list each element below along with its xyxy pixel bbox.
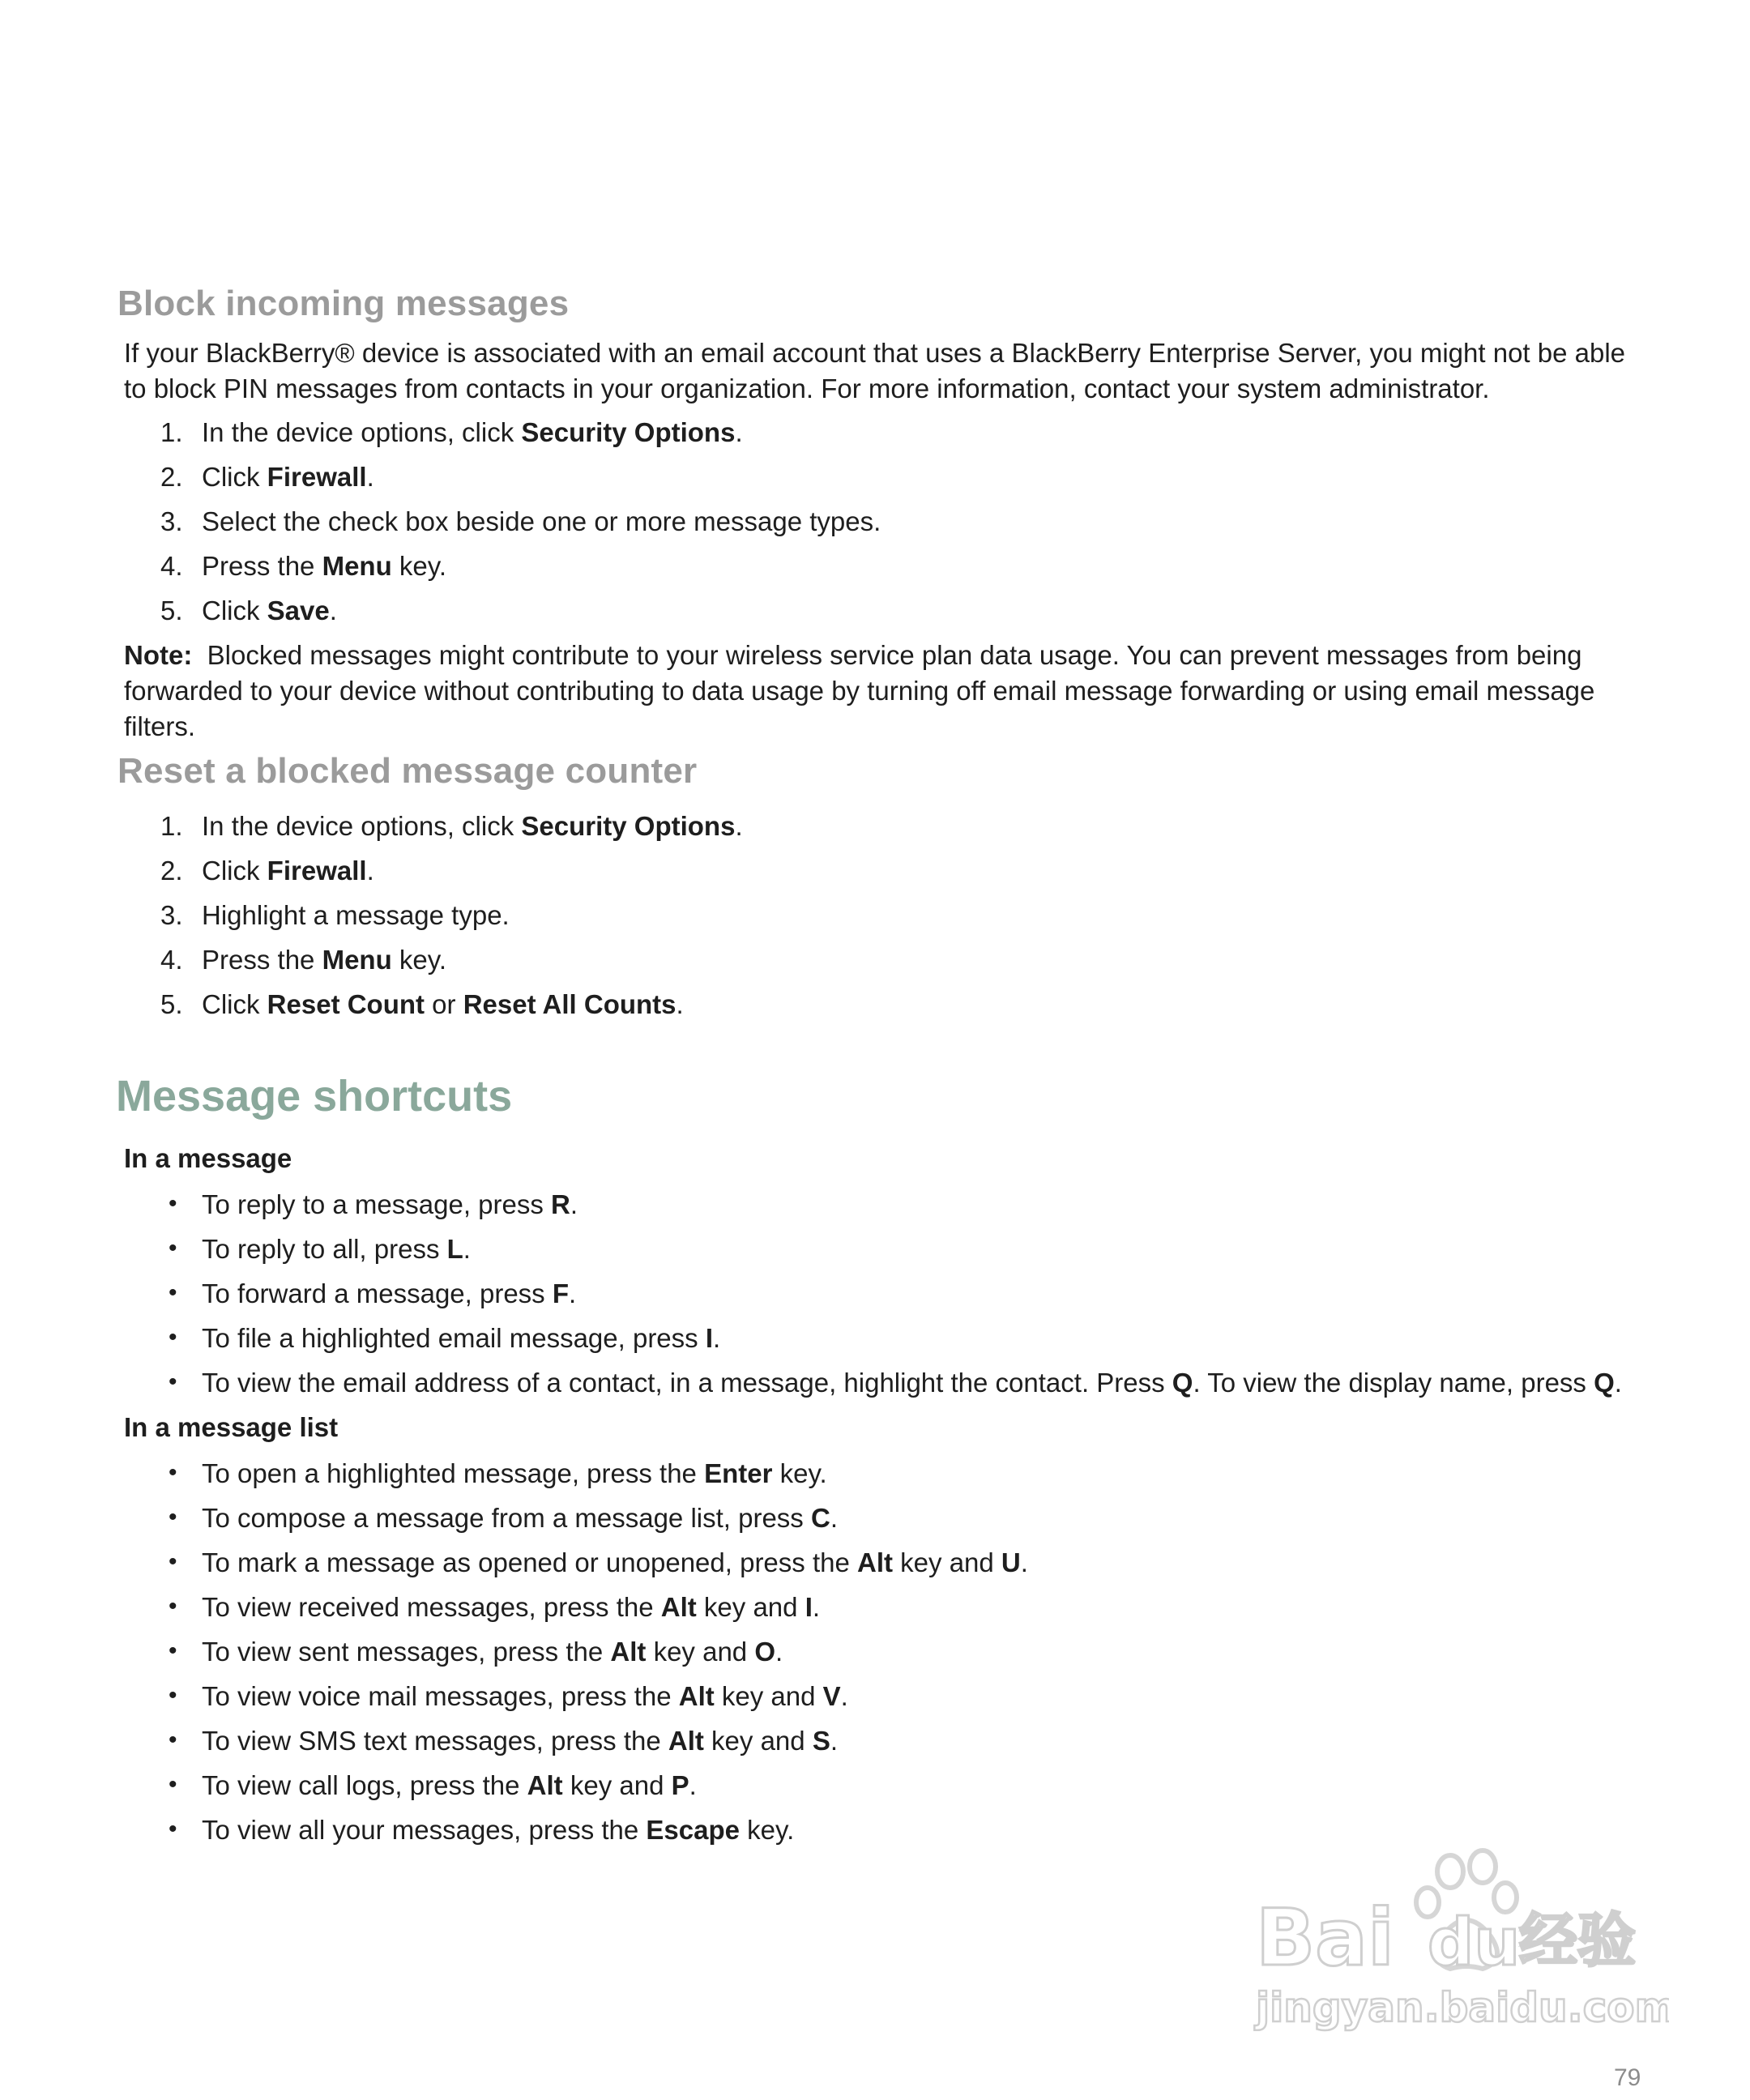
bullet-icon: •: [169, 1637, 177, 1664]
step-text: Highlight a message type.: [202, 900, 510, 930]
shortcut-text: To view all your messages, press the Escape key.: [202, 1815, 795, 1845]
step-text: Click Firewall.: [202, 856, 374, 886]
bullet-icon: •: [169, 1727, 177, 1753]
bullet-icon: •: [169, 1548, 177, 1575]
subheading-in-a-message-list: In a message list: [124, 1412, 339, 1442]
shortcut-text: To reply to a message, press R.: [202, 1189, 578, 1219]
shortcut-text: To forward a message, press F.: [202, 1278, 577, 1308]
shortcut-text: To view sent messages, press the Alt key and O.: [202, 1637, 783, 1667]
bullet-icon: •: [169, 1459, 177, 1486]
step-number: 3.: [160, 900, 183, 930]
step-text: Click Reset Count or Reset All Counts.: [202, 989, 684, 1019]
section-title-block-incoming: Block incoming messages: [117, 284, 570, 323]
bullet-icon: •: [169, 1682, 177, 1709]
note-text: Blocked messages might contribute to your wireless service plan data usage. You can prevent messages from being forwarded to your device without contributing to data usage by turning off email message forwarding or using email message filters.: [124, 640, 1595, 741]
note-label: Note:: [124, 640, 193, 670]
bullet-icon: •: [169, 1504, 177, 1530]
shortcut-text: To reply to all, press L.: [202, 1234, 471, 1264]
shortcut-text: To view call logs, press the Alt key and P.: [202, 1770, 697, 1800]
step-number: 5.: [160, 989, 183, 1019]
bullet-icon: •: [169, 1324, 177, 1351]
step-number: 4.: [160, 945, 183, 975]
section-title-reset-counter: Reset a blocked message counter: [117, 751, 698, 791]
step-number: 1.: [160, 417, 183, 447]
shortcut-text: To view received messages, press the Alt key and I.: [202, 1592, 821, 1622]
shortcut-text: To mark a message as opened or unopened, press the Alt key and U.: [202, 1547, 1028, 1577]
shortcut-text: To compose a message from a message list, press C.: [202, 1503, 838, 1533]
shortcut-text: To file a highlighted email message, press I.: [202, 1323, 721, 1353]
step-number: 3.: [160, 506, 183, 536]
svg-text:jingyan.baidu.com: jingyan.baidu.com: [1256, 1984, 1669, 2031]
step-number: 1.: [160, 811, 183, 841]
step-text: Press the Menu key.: [202, 945, 446, 975]
svg-text:Bai: Bai: [1256, 1893, 1394, 1983]
step-text: Select the check box beside one or more message types.: [202, 506, 881, 536]
baidu-watermark: [1248, 1839, 1669, 2042]
step-text: In the device options, click Security Options.: [202, 417, 743, 447]
baidu-logo-icon: [1248, 1839, 1669, 2042]
bullet-icon: •: [169, 1190, 177, 1217]
step-text: In the device options, click Security Options.: [202, 811, 743, 841]
svg-text:经验: 经验: [1519, 1906, 1637, 1974]
step-number: 5.: [160, 595, 183, 625]
bullet-icon: •: [169, 1816, 177, 1842]
bullet-icon: •: [169, 1593, 177, 1620]
step-text: Click Firewall.: [202, 462, 374, 492]
subheading-in-a-message: In a message: [124, 1143, 292, 1173]
svg-text:du: du: [1428, 1905, 1521, 1980]
shortcut-text: To view voice mail messages, press the Alt key and V.: [202, 1681, 848, 1711]
section-title-message-shortcuts: Message shortcuts: [116, 1072, 513, 1120]
step-text: Press the Menu key.: [202, 551, 446, 581]
shortcut-text: To open a highlighted message, press the Enter key.: [202, 1458, 827, 1488]
bullet-icon: •: [169, 1235, 177, 1261]
page-number: 79: [1614, 2064, 1641, 2091]
step-number: 2.: [160, 462, 183, 492]
step-number: 2.: [160, 856, 183, 886]
bullet-icon: •: [169, 1771, 177, 1798]
block-intro-paragraph: If your BlackBerry® device is associated with an email account that uses a BlackBerry Enterprise Server, you might not be able to block PIN messages from contacts in your organization. For more information, contact your system administrator.: [124, 338, 1626, 403]
step-text: Click Save.: [202, 595, 337, 625]
bullet-icon: •: [169, 1368, 177, 1395]
bullet-icon: •: [169, 1279, 177, 1306]
step-number: 4.: [160, 551, 183, 581]
block-note: [124, 638, 1647, 745]
shortcut-text: To view SMS text messages, press the Alt key and S.: [202, 1726, 838, 1756]
shortcut-text: To view the email address of a contact, in a message, highlight the contact. Press Q. To view the display name, press Q.: [202, 1368, 1622, 1398]
